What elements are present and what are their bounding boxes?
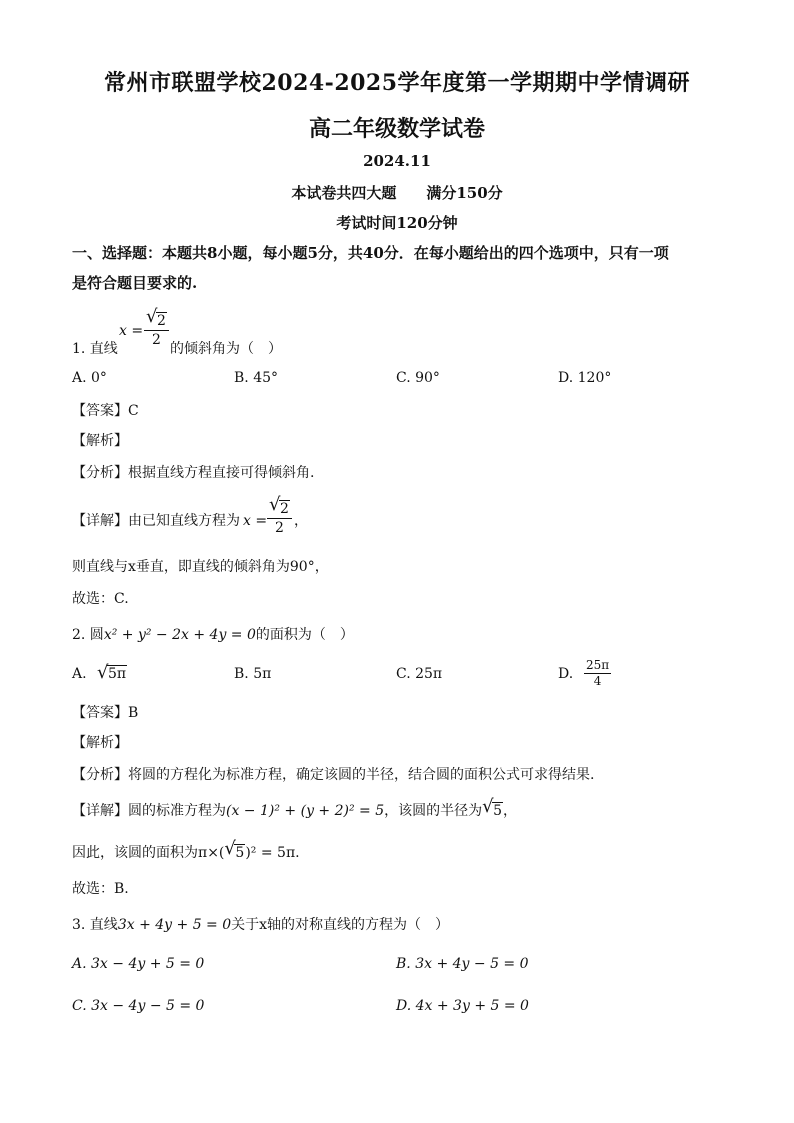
q3-stem-pre: 3. 直线	[72, 917, 118, 933]
q2-line2-post: .	[295, 845, 300, 861]
fenxi-label: 【分析】	[72, 767, 128, 783]
q2-line2-eq-b: 5	[235, 845, 245, 861]
q1-number: 1. 直线	[72, 341, 118, 357]
q2-detail-line2: 因此，该圆的面积为π×( √ 5)² = 5π.	[72, 838, 300, 861]
exam-date: 2024.11	[363, 152, 431, 170]
q2-line2-eq-a: π×(	[198, 845, 225, 861]
q2-stem-post: 的面积为（ ）	[255, 627, 354, 643]
q3-stem	[72, 916, 449, 934]
fenxi-label: 【分析】	[72, 465, 128, 481]
q2-option-d-den: 4	[593, 674, 602, 688]
section-heading-line1: 一、选择题：本题共8小题，每小题5分，共40分．在每小题给出的四个选项中，只有一项	[72, 244, 669, 262]
answer-label: 【答案】	[72, 403, 128, 419]
q1-option-a: A. 0°	[72, 370, 107, 386]
q3-stem-eq: 3x + 4y + 5 = 0	[117, 917, 232, 933]
q2-analysis-label: 【解析】	[72, 735, 128, 751]
q2-option-a: A. √ 5π	[72, 662, 127, 683]
q2-stem-eq: x² + y² − 2x + 4y = 0	[103, 627, 256, 643]
q2-detail-eq: (x − 1)² + (y + 2)² = 5	[226, 803, 385, 819]
q1-analysis-label: 【解析】	[72, 433, 128, 449]
q1-option-d: D. 120°	[558, 370, 612, 386]
exam-info: 本试卷共四大题 满分150分	[291, 184, 503, 202]
q3-option-a: A. 3x − 4y + 5 = 0	[72, 956, 205, 972]
exam-time: 考试时间120分钟	[336, 214, 458, 232]
q1-detail-fraction: √ 2 2	[267, 500, 292, 537]
detail-label: 【详解】	[72, 513, 128, 529]
q2-answer-value: B	[128, 705, 139, 721]
q3-option-c: C. 3x − 4y − 5 = 0	[72, 998, 205, 1014]
q2-option-d-fraction	[584, 658, 611, 689]
q1-option-c: C. 90°	[396, 370, 440, 386]
answer-label: 【答案】	[72, 705, 128, 721]
q2-option-a-label: A.	[72, 666, 87, 682]
q1-detail-frac-den: 2	[275, 520, 284, 536]
q1-fenxi-text: 根据直线方程直接可得倾斜角.	[128, 465, 315, 481]
exam-subtitle: 高二年级数学试卷	[308, 116, 485, 142]
q2-stem-pre: 2. 圆	[72, 627, 104, 643]
q1-answer	[72, 402, 139, 420]
q2-option-b: B. 5π	[234, 666, 272, 682]
q2-detail-mid: ，该圆的半径为	[384, 803, 483, 819]
q1-fraction: √ 2 2	[144, 312, 169, 349]
q2-stem	[72, 626, 354, 644]
q2-detail-pre: 圆的标准方程为	[128, 803, 226, 819]
q1-fenxi	[72, 464, 314, 482]
q1-answer-value: C	[128, 403, 139, 419]
q2-option-a-value: 5π	[108, 666, 127, 682]
q3-stem-post: 关于x轴的对称直线的方程为（ ）	[231, 917, 450, 933]
q1-detail-line2: 则直线与x垂直，即直线的倾斜角为90°，	[72, 559, 329, 575]
detail-label: 【详解】	[72, 803, 128, 819]
q2-line2-eq-c: )² = 5π	[245, 845, 296, 861]
q1-stem-tail: 的倾斜角为（ ）	[170, 341, 282, 357]
q1-detail-eq-lhs: x =	[243, 513, 268, 529]
q2-option-d-num: 25π	[586, 658, 610, 672]
q3-option-d: D. 4x + 3y + 5 = 0	[396, 998, 529, 1014]
q2-choose: 故选：B.	[72, 881, 129, 897]
q2-answer	[72, 704, 138, 722]
q2-detail-post: ，	[503, 803, 518, 819]
q2-detail-radius: 5	[493, 803, 503, 819]
q2-fenxi-text: 将圆的方程化为标准方程，确定该圆的半径，结合圆的面积公式可求得结果.	[128, 767, 595, 783]
q1-detail-post: ，	[294, 513, 308, 529]
q1-detail-frac-num: 2	[280, 501, 289, 517]
q2-fenxi	[72, 766, 594, 784]
q1-frac-den: 2	[152, 332, 161, 348]
q2-detail: 【详解】圆的标准方程为(x − 1)² + (y + 2)² = 5，该圆的半径为 √ 5，	[72, 796, 518, 819]
q2-option-d-label: D.	[558, 666, 574, 682]
q2-line2-pre: 因此，该圆的面积为	[72, 845, 198, 861]
q1-frac-num: 2	[157, 313, 166, 329]
section-heading-line2: 是符合题目要求的.	[72, 274, 198, 292]
q3-option-b: B. 3x + 4y − 5 = 0	[396, 956, 529, 972]
q1-detail-pre: 由已知直线方程为	[128, 513, 240, 529]
q1-option-b: B. 45°	[234, 370, 279, 386]
q2-option-c: C. 25π	[396, 666, 443, 682]
q1-eq-lhs: x =	[119, 323, 144, 339]
q1-choose: 故选：C.	[72, 591, 129, 607]
exam-title: 常州市联盟学校2024-2025学年度第一学期期中学情调研	[103, 70, 691, 96]
